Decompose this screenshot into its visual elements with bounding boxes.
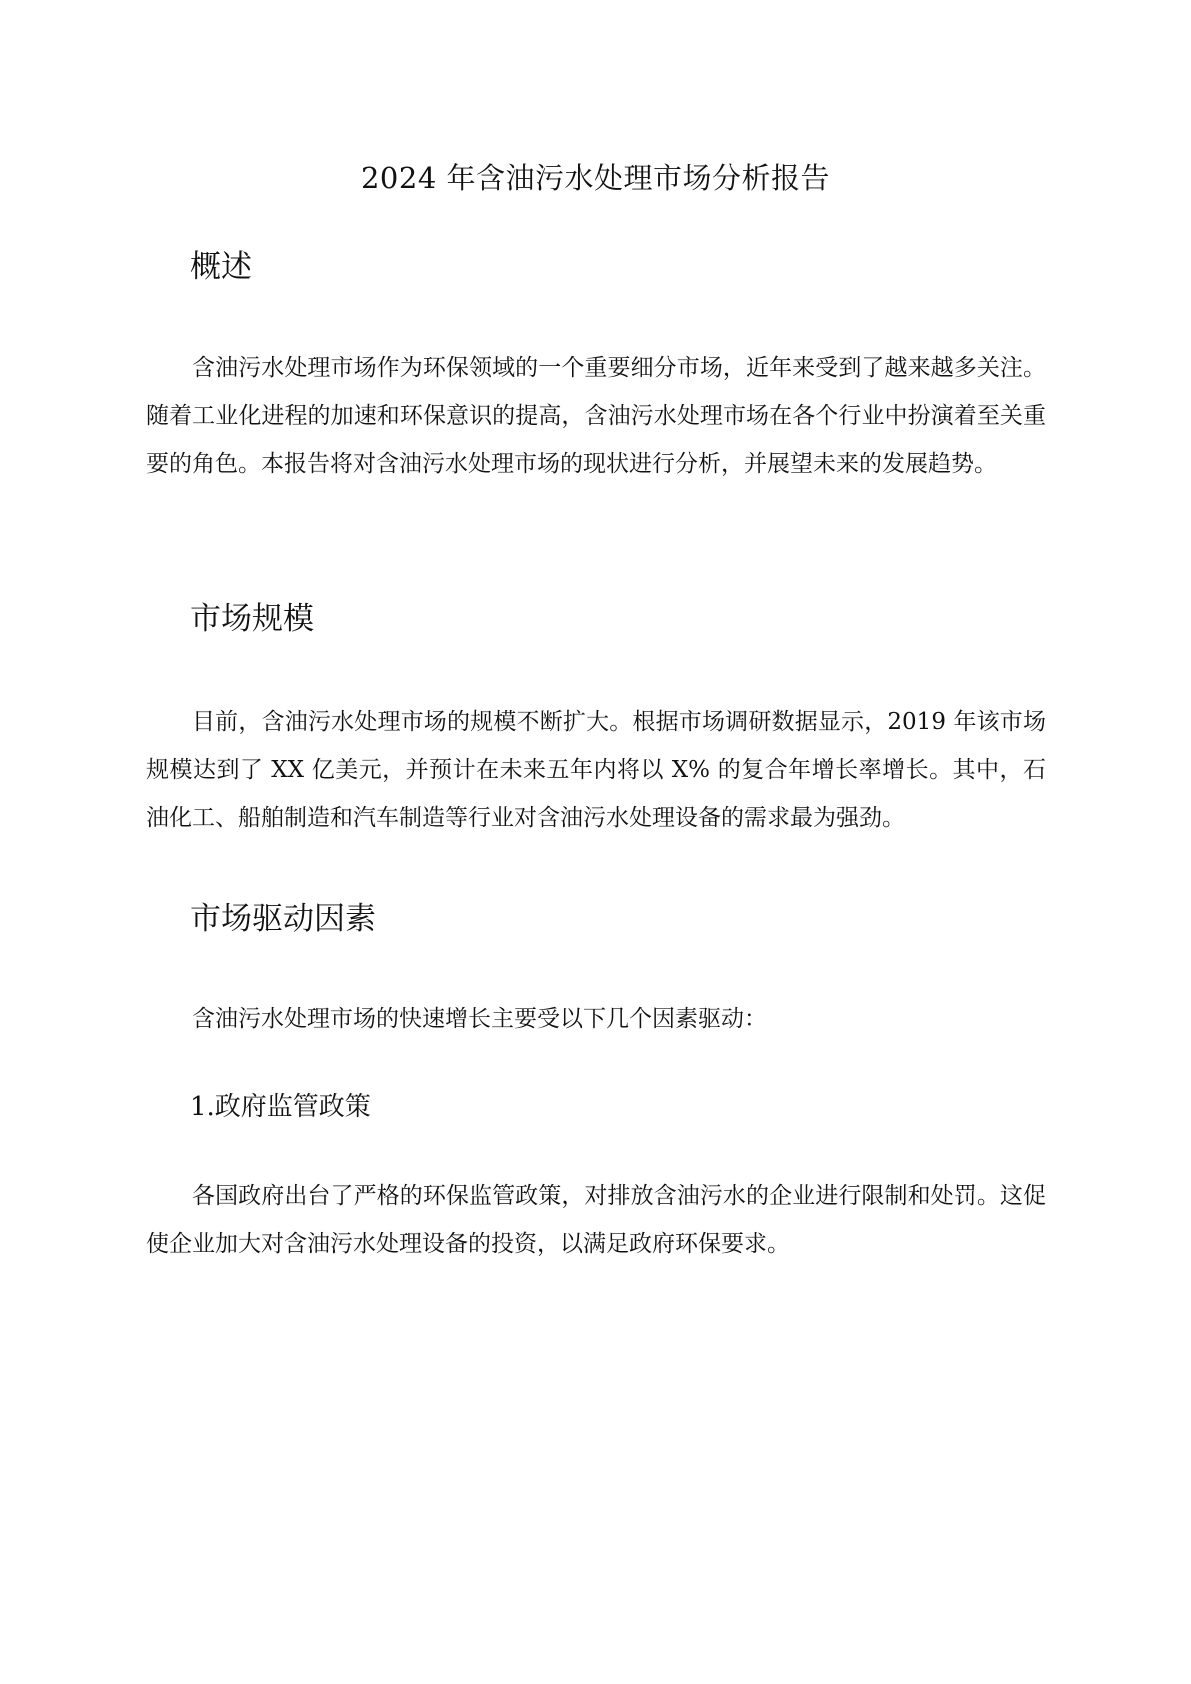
- section-heading-market-size: 市场规模: [190, 601, 314, 637]
- market-drivers-intro: 含油污水处理市场的快速增长主要受以下几个因素驱动：: [192, 1006, 767, 1032]
- sub-heading-government-policy: 1.政府监管政策: [190, 1092, 371, 1122]
- market-size-paragraph: 目前，含油污水处理市场的规模不断扩大。根据市场调研数据显示，2019 年该市场规模达到了 XX 亿美元，并预计在未来五年内将以 X% 的复合年增长率增长。其中，石油化工、船舶制造和汽车制造等行业对含油污水处理设备的需求最为强劲。: [146, 709, 1046, 831]
- section-heading-market-drivers: 市场驱动因素: [190, 901, 376, 937]
- document-title: 2024 年含油污水处理市场分析报告: [360, 161, 831, 195]
- government-policy-paragraph: 各国政府出台了严格的环保监管政策，对排放含油污水的企业进行限制和处罚。这促使企业加大对含油污水处理设备的投资，以满足政府环保要求。: [146, 1183, 1046, 1257]
- section-heading-overview: 概述: [190, 249, 252, 285]
- overview-paragraph: 含油污水处理市场作为环保领域的一个重要细分市场，近年来受到了越来越多关注。随着工业化进程的加速和环保意识的提高，含油污水处理市场在各个行业中扮演着至关重要的角色。本报告将对含油污水处理市场的现状进行分析，并展望未来的发展趋势。: [146, 355, 1046, 477]
